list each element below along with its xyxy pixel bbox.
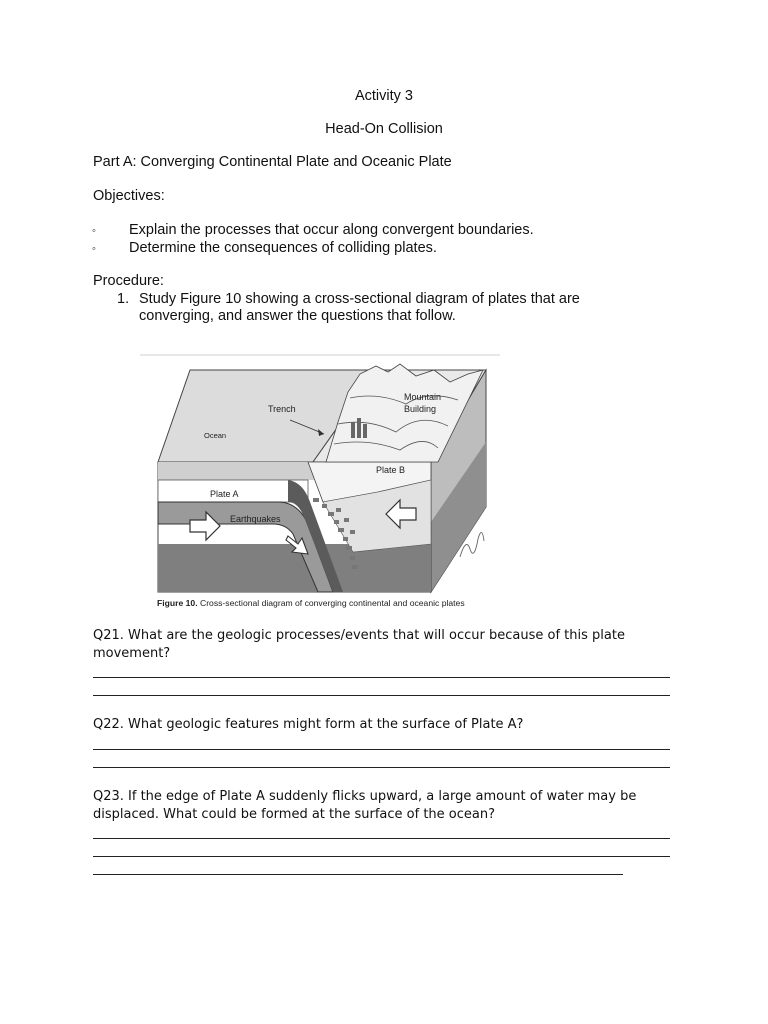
procedure-heading: Procedure: (93, 273, 164, 289)
part-heading: Part A: Converging Continental Plate and Oceanic Plate (93, 154, 452, 170)
question-21-text-cont: movement? (93, 646, 171, 661)
figure-caption-text: Cross-sectional diagram of converging continental and oceanic plates (197, 598, 465, 608)
question-23-text: Q23. If the edge of Plate A suddenly flicks upward, a large amount of water may be (93, 789, 637, 804)
label-trench: Trench (268, 404, 296, 414)
step-text-line-1: Study Figure 10 showing a cross-sectional diagram of plates that are (139, 291, 580, 307)
label-building: Building (404, 404, 437, 414)
figure-caption-label: Figure 10. (157, 598, 198, 608)
answer-line[interactable] (93, 695, 670, 696)
answer-line[interactable] (93, 749, 670, 750)
step-text-line-2: converging, and answer the questions that follow. (139, 308, 456, 324)
bullet-marker: ◦ (92, 243, 96, 255)
question-21-text: Q21. What are the geologic processes/events that will occur because of this plate (93, 628, 625, 643)
answer-line[interactable] (93, 874, 623, 875)
label-ocean: Ocean (204, 431, 227, 440)
question-23-text-cont: displaced. What could be formed at the surface of the ocean? (93, 807, 496, 822)
label-plate-b: Plate B (376, 465, 406, 475)
objective-item: Determine the consequences of colliding plates. (129, 240, 437, 256)
plate-diagram (138, 352, 502, 614)
cross-section-figure (138, 352, 502, 614)
answer-line[interactable] (93, 767, 670, 768)
activity-title: Head-On Collision (325, 121, 443, 137)
answer-line[interactable] (93, 838, 670, 839)
answer-line[interactable] (93, 677, 670, 678)
objective-item: Explain the processes that occur along convergent boundaries. (129, 222, 534, 238)
label-earthquakes: Earthquakes (230, 514, 281, 524)
label-plate-a: Plate A (210, 489, 239, 499)
bullet-marker: ◦ (92, 225, 96, 237)
label-mountain: Mountain (404, 392, 442, 402)
answer-line[interactable] (93, 856, 670, 857)
question-22-text: Q22. What geologic features might form at the surface of Plate A? (93, 717, 524, 732)
step-number: 1. (117, 291, 130, 307)
activity-number: Activity 3 (354, 88, 413, 104)
objectives-heading: Objectives: (93, 188, 165, 204)
figure-caption (157, 598, 465, 608)
